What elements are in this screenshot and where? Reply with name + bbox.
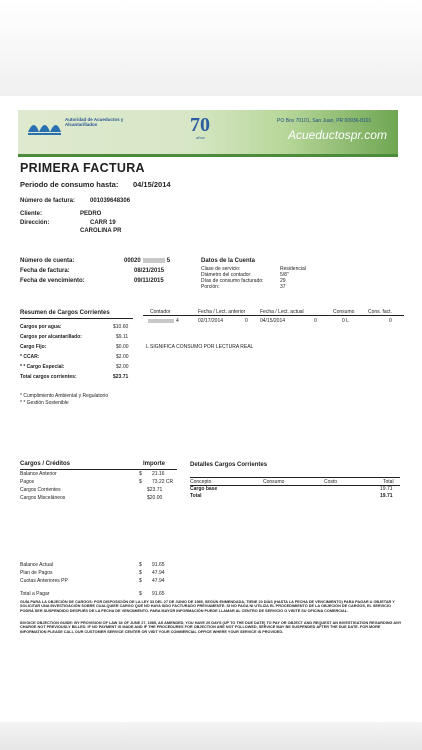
charges-value-misc: $20.00 bbox=[147, 495, 163, 501]
balance-cur-current: $ bbox=[139, 562, 142, 568]
logo-text: Autoridad de Acueductos y Alcantarillados bbox=[65, 117, 124, 127]
summary-value-sewer: $9.11 bbox=[116, 334, 129, 340]
balance-label-current: Balance Actual bbox=[20, 562, 54, 568]
due-date-label: Fecha de vencimiento: bbox=[20, 278, 85, 284]
total-due-cur: $ bbox=[139, 591, 142, 597]
account-details-title: Datos de la Cuenta bbox=[201, 258, 256, 264]
charges-cur-payments: $ bbox=[139, 479, 142, 485]
meter-prev-date: 02/17/2014 bbox=[198, 318, 224, 324]
summary-total-value: $23.71 bbox=[113, 374, 129, 380]
summary-label-fixed: Cargo Fijo: bbox=[20, 344, 47, 350]
charges-label-prev: Balance Anterior bbox=[20, 471, 57, 477]
meter-header-billed: Cons. fact. bbox=[368, 309, 392, 315]
summary-label-sewer: Cargos por alcantarillado: bbox=[20, 334, 82, 340]
address-line2: CAROLINA PR bbox=[80, 228, 122, 234]
details-header-cost: Costo bbox=[324, 479, 338, 485]
details-title: Detalles Cargos Corrientes bbox=[190, 462, 268, 468]
details-top-divider bbox=[190, 477, 400, 478]
meter-table-divider bbox=[143, 315, 404, 316]
meter-header-curr: Fecha / Lect. actual bbox=[260, 309, 304, 315]
footnote-special: * * Gestión Sostenible bbox=[20, 400, 69, 406]
balance-label-plan: Plan de Pagos bbox=[20, 570, 53, 576]
company-address: PO Box 70101, San Juan, PR 00936-8101 bbox=[277, 118, 372, 124]
balance-value-current: 91.65 bbox=[152, 562, 165, 568]
company-website: Acueductospr.com bbox=[288, 128, 387, 142]
due-date-value: 09/11/2015 bbox=[134, 278, 164, 284]
details-value-base: 19.71 bbox=[380, 486, 393, 492]
meter-billed: 0 bbox=[389, 318, 392, 324]
service-class-label: Clase de servicio: bbox=[201, 266, 241, 272]
charges-label-current: Cargos Corrientes bbox=[20, 487, 61, 493]
summary-value-special: $2.00 bbox=[116, 364, 129, 370]
top-bar bbox=[0, 0, 422, 96]
charges-value-payments: 73.22 CR bbox=[152, 479, 174, 485]
client-label: Cliente: bbox=[20, 211, 43, 217]
meter-number: 4 bbox=[146, 318, 179, 324]
balance-cur-plan: $ bbox=[139, 570, 142, 576]
balance-label-prev-installments: Cuotas Anteriores PP bbox=[20, 578, 68, 584]
details-label-base: Cargo base bbox=[190, 486, 218, 492]
meter-diameter-value: 5/8" bbox=[280, 272, 289, 278]
charges-label-payments: Pagos bbox=[20, 479, 35, 485]
address-line1: CARR 19 bbox=[90, 220, 116, 226]
meter-consumption: 0 L bbox=[342, 318, 349, 324]
meter-prev-reading: 0 bbox=[245, 318, 248, 324]
details-header-total: Total bbox=[383, 479, 394, 485]
balance-cur-prev-installments: $ bbox=[139, 578, 142, 584]
summary-value-water: $10.60 bbox=[113, 324, 129, 330]
address-label: Dirección: bbox=[20, 220, 50, 226]
summary-label-ccar: * CCAR: bbox=[20, 354, 40, 360]
charges-cur-prev: $ bbox=[139, 471, 142, 477]
redacted-mask bbox=[143, 258, 165, 263]
redacted-mask bbox=[148, 319, 174, 323]
portion-label: Porción: bbox=[201, 284, 220, 290]
anniversary-sub: años bbox=[196, 135, 205, 140]
balance-value-plan: 47.94 bbox=[152, 570, 165, 576]
summary-value-ccar: $2.00 bbox=[116, 354, 129, 360]
bottom-bar bbox=[0, 722, 422, 750]
summary-value-fixed: $0.00 bbox=[116, 344, 129, 350]
account-label: Número de cuenta: bbox=[20, 258, 75, 264]
total-due-value: 91.65 bbox=[152, 591, 165, 597]
charges-header-right: Importe bbox=[143, 461, 166, 467]
charges-label-misc: Cargos Misceláneos bbox=[20, 495, 66, 501]
invoice-number-label: Número de factura: bbox=[20, 198, 76, 204]
meter-header-meter: Contador bbox=[150, 309, 171, 315]
summary-total-label: Total cargos corrientes: bbox=[20, 374, 77, 380]
billed-days-value: 29 bbox=[280, 278, 286, 284]
billed-days-label: Días de consumo facturado: bbox=[201, 278, 264, 284]
details-label-total: Total bbox=[190, 493, 202, 499]
meter-curr-reading: 0 bbox=[314, 318, 317, 324]
portion-value: 37 bbox=[280, 284, 286, 290]
total-due-label: Total a Pagar bbox=[20, 591, 50, 597]
legal-text-spanish: GUÍA PARA LA OBJECIÓN DE CARGOS: POR DISPOSICIÓN DE LA LEY 33 DEL 27 DE JUNIO DE 1985, SEGÚN ENMENDADA, TIENE 20 DÍAS (HASTA LA FECHA DE VENCIMIENTO) PARA PAGAR U OBJETAR Y SOLICITAR UNA INVESTIGACIÓN SOBRE CUALQUIER CARGO QUE NO HAYA SIDO FACTURADO PREVIAMENTE. SI NO PAGA NI UTILIZA EL PROCEDIMIENTO DE LA OBJECIÓN DE CARGOS, EL SERVICIO PODRÁ SER SUSPENDIDO DESPUÉS DE LA FECHA DE VENCIMIENTO. PARA MAYOR INFORMACIÓN PUEDE LLAMAR AL CENTRO DE SERVICIO O VISITE SU OFICINA COMERCIAL. bbox=[20, 600, 395, 613]
charges-header-left: Cargos / Créditos bbox=[20, 461, 71, 467]
summary-title: Resumen de Cargos Corrientes bbox=[20, 310, 110, 316]
meter-diameter-label: Diámetro del contador: bbox=[201, 272, 252, 278]
legal-text-english: INVOICE OBJECTION GUIDE: BY PROVISION OF LAW 33 OF JUNE 27, 1985, AS AMENDED, YOU HAVE 20 DAYS (UP TO THE DUE DATE) TO PAY OR OBJECT AND REQUEST AN INVESTIGATION REGARDING ANY CHARGE NOT PREVIOUSLY BILLED. IF NO PAYMENT IS MADE AND IF THE PROCEDURES FOR OBJECTION ARE NOT FOLLOWED, SERVICE MAY BE SUSPENDED AFTER THE DUE DATE. FOR MORE INFORMATION PLEASE CALL OUR CUSTOMER SERVICE CENTER OR VISIT YOUR COMMERCIAL OFFICE WHERE YOUR SERVICE IS PROVIDED. bbox=[20, 621, 402, 634]
balance-value-prev-installments: 47.94 bbox=[152, 578, 165, 584]
details-header-consumption: Consumo bbox=[263, 479, 285, 485]
summary-label-special: * * Cargo Especial: bbox=[20, 364, 65, 370]
meter-header-prev: Fecha / Lect. anterior bbox=[198, 309, 246, 315]
invoice-number-value: 001039648306 bbox=[90, 198, 131, 204]
summary-label-water: Cargos por agua: bbox=[20, 324, 62, 330]
meter-header-consumption: Consumo bbox=[333, 309, 355, 315]
details-header-concept: Concepto bbox=[190, 479, 212, 485]
footnote-ccar: * Cumplimiento Ambiental y Regulatorio bbox=[20, 393, 109, 399]
invoice-date-label: Fecha de factura: bbox=[20, 268, 70, 274]
account-number: 00020 5 bbox=[124, 258, 171, 265]
charges-value-prev: 21.16 bbox=[152, 471, 165, 477]
charges-value-current: $23.71 bbox=[147, 487, 163, 493]
period-value: 04/15/2014 bbox=[133, 180, 171, 189]
invoice-title: PRIMERA FACTURA bbox=[20, 161, 145, 175]
meter-note: L SIGNIFICA CONSUMO POR LECTURA REAL bbox=[146, 344, 254, 350]
meter-curr-date: 04/15/2014 bbox=[260, 318, 286, 324]
details-value-total: 19.71 bbox=[380, 493, 393, 499]
invoice-date-value: 08/21/2015 bbox=[134, 268, 165, 274]
summary-divider bbox=[20, 318, 133, 319]
charges-divider bbox=[20, 469, 177, 470]
service-class-value: Residencial bbox=[280, 266, 306, 272]
anniversary-logo: 70 bbox=[190, 114, 210, 136]
water-drops-logo-icon bbox=[26, 114, 64, 138]
client-value: PEDRO bbox=[80, 211, 102, 217]
details-header-divider bbox=[190, 485, 400, 486]
period-label: Periodo de consumo hasta: bbox=[20, 180, 119, 189]
header-stripe bbox=[18, 154, 398, 157]
